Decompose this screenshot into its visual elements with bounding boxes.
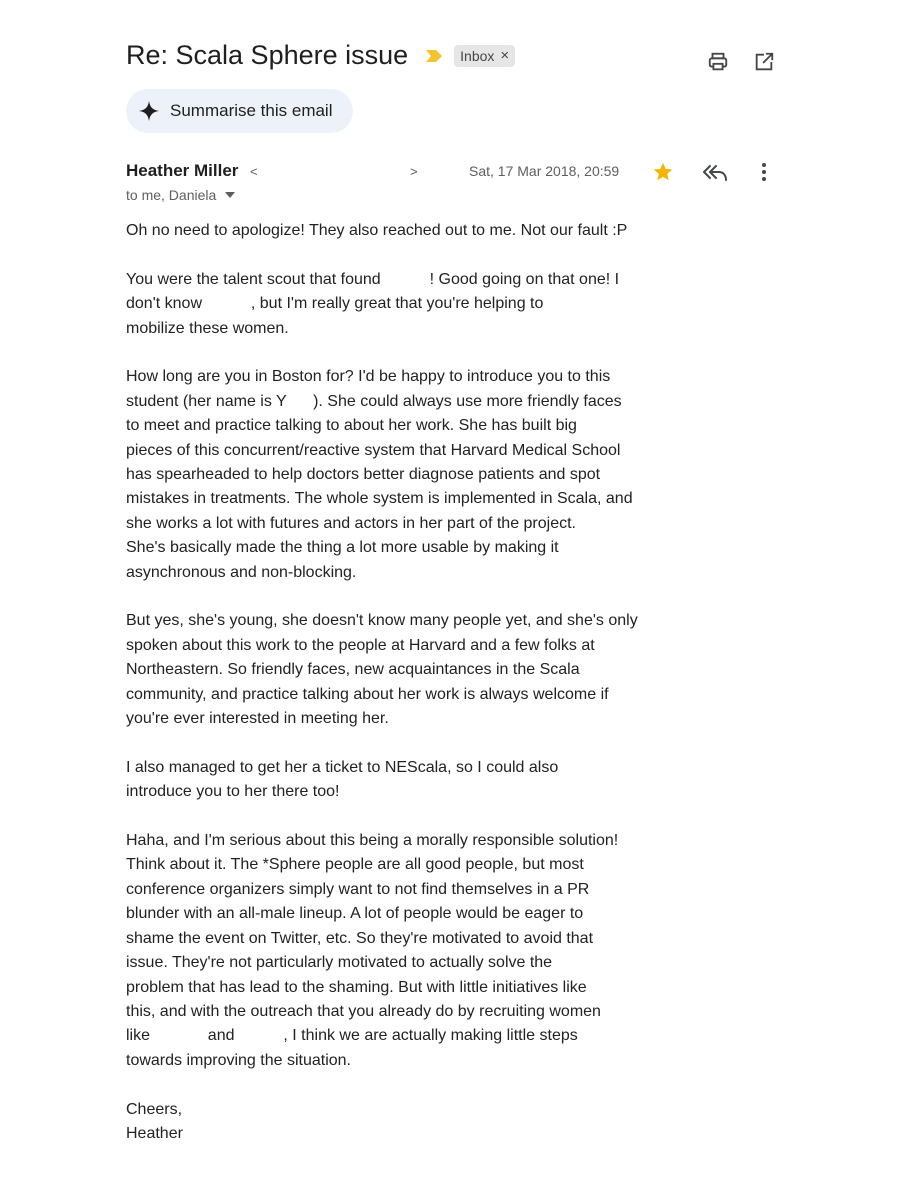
body-paragraph: How long are you in Boston for? I'd be happy to introduce you to this student (her name is Y ). She could always use more friendly faces to meet and practice talking to about her work. She has built big pieces of this concurrent/reactive system that Harvard Medical School has spearheaded to help doctors better diagnose patients and spot mistakes in treatments. The whole system is implemented in Scala, and she works a lot with futures and actors in her part of the project. She's basically made the thing a lot more usable by making it asynchronous and non-blocking. — [126, 368, 633, 581]
summarise-email-button[interactable] — [126, 89, 353, 133]
email-subject: Re: Scala Sphere issue — [126, 40, 409, 70]
reply-all-icon[interactable] — [702, 160, 728, 184]
message-header — [126, 160, 786, 184]
chevron-down-icon[interactable] — [224, 191, 236, 199]
subject-row — [126, 40, 515, 71]
signature: Cheers, Heather — [126, 1100, 183, 1142]
open-in-new-window-button[interactable] — [752, 50, 776, 74]
label-chip-inbox — [454, 45, 515, 67]
remove-label-icon[interactable]: × — [500, 47, 510, 64]
summarise-label: Summarise this email — [170, 101, 333, 120]
sparkle-icon — [138, 100, 160, 122]
body-paragraph: Haha, and I'm serious about this being a morally responsible solution! Think about it. The *Sphere people are all good people, but most conference organizers simply want to not find themselves in a PR blunder with an all-male lineup. A lot of people would be eager to shame the event on Twitter, etc. So they're motivated to avoid that issue. They're not particularly motivated to actually solve the problem that has lead to the shaming. But with little initiatives like this, and with the outreach that you already do by recruiting women like and , I think we are actually making little steps towards improving the situation. — [126, 832, 619, 1069]
importance-marker-icon[interactable] — [424, 48, 444, 64]
more-options-icon[interactable] — [754, 161, 774, 183]
star-icon[interactable] — [652, 161, 674, 183]
body-paragraph: Oh no need to apologize! They also reached out to me. Not our fault :P — [126, 222, 628, 239]
sender-email-open: < — [250, 164, 258, 179]
body-paragraph: You were the talent scout that found ! Good going on that one! I don't know , but I'm really great that you're helping to mobilize these women. — [126, 270, 620, 337]
top-actions — [706, 50, 776, 74]
label-chip-text: Inbox — [460, 47, 495, 64]
message-date: Sat, 17 Mar 2018, 20:59 — [469, 163, 620, 179]
body-paragraph: But yes, she's young, she doesn't know many people yet, and she's only spoken about this work to the people at Harvard and a few folks at Northeastern. So friendly faces, new acquaintances in the Scala community, and practice talking about her work is always welcome if you're ever interested in meeting her. — [126, 612, 638, 728]
open-in-new-window-icon — [753, 51, 775, 73]
body-paragraph: I also managed to get her a ticket to NEScala, so I could also introduce you to her there too! — [126, 758, 559, 801]
recipients — [126, 187, 236, 203]
sender-email-close: > — [410, 164, 418, 179]
recipients-text: to me, Daniela — [126, 187, 217, 203]
print-icon — [707, 51, 729, 73]
sender-name[interactable]: Heather Miller — [126, 161, 239, 180]
email-body — [126, 219, 666, 1171]
print-button[interactable] — [706, 50, 730, 74]
